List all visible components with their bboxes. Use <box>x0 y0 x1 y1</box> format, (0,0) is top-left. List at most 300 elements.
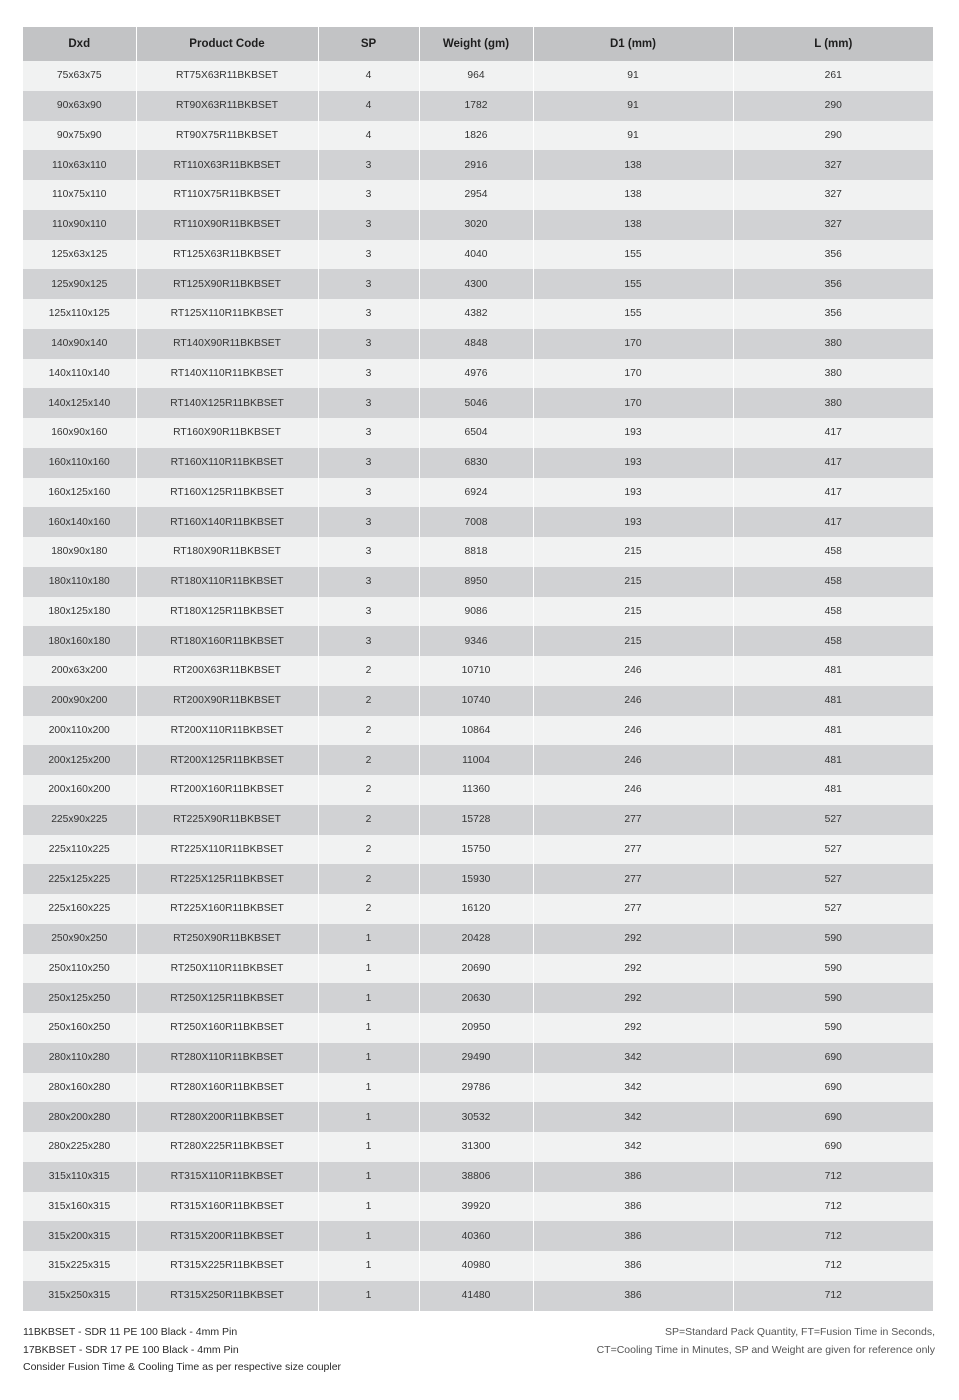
cell-sp: 1 <box>318 1073 419 1103</box>
table-row <box>23 150 933 180</box>
table-row <box>23 359 933 389</box>
table-row <box>23 1073 933 1103</box>
cell-dxd: 75x63x75 <box>23 61 136 91</box>
cell-product-code: RT225X160R11BKBSET <box>136 894 318 924</box>
cell-dxd: 250x90x250 <box>23 924 136 954</box>
cell-product-code: RT180X160R11BKBSET <box>136 626 318 656</box>
cell-sp: 1 <box>318 1043 419 1073</box>
table-row <box>23 478 933 508</box>
cell-weight: 30532 <box>419 1102 533 1132</box>
cell-dxd: 125x110x125 <box>23 299 136 329</box>
cell-weight: 10864 <box>419 716 533 746</box>
cell-d1: 193 <box>533 507 733 537</box>
cell-weight: 9346 <box>419 626 533 656</box>
cell-dxd: 125x90x125 <box>23 269 136 299</box>
table-row <box>23 121 933 151</box>
cell-l: 458 <box>733 626 933 656</box>
cell-product-code: RT125X90R11BKBSET <box>136 269 318 299</box>
table-row <box>23 656 933 686</box>
col-header-dxd: Dxd <box>23 27 136 61</box>
cell-l: 290 <box>733 121 933 151</box>
table-row <box>23 1221 933 1251</box>
cell-weight: 7008 <box>419 507 533 537</box>
cell-dxd: 315x225x315 <box>23 1251 136 1281</box>
cell-weight: 4848 <box>419 329 533 359</box>
cell-d1: 342 <box>533 1073 733 1103</box>
cell-product-code: RT315X110R11BKBSET <box>136 1162 318 1192</box>
cell-sp: 2 <box>318 716 419 746</box>
cell-d1: 91 <box>533 91 733 121</box>
cell-weight: 6924 <box>419 478 533 508</box>
table-row <box>23 1132 933 1162</box>
table-header-row <box>23 27 933 61</box>
table-row <box>23 1192 933 1222</box>
cell-d1: 155 <box>533 269 733 299</box>
cell-dxd: 200x90x200 <box>23 686 136 716</box>
cell-dxd: 160x90x160 <box>23 418 136 448</box>
cell-d1: 246 <box>533 686 733 716</box>
cell-dxd: 225x160x225 <box>23 894 136 924</box>
cell-sp: 1 <box>318 1192 419 1222</box>
cell-d1: 91 <box>533 121 733 151</box>
cell-d1: 215 <box>533 626 733 656</box>
cell-product-code: RT315X225R11BKBSET <box>136 1251 318 1281</box>
cell-d1: 386 <box>533 1281 733 1311</box>
cell-weight: 2916 <box>419 150 533 180</box>
cell-dxd: 110x75x110 <box>23 180 136 210</box>
table-row <box>23 567 933 597</box>
cell-dxd: 110x63x110 <box>23 150 136 180</box>
table-row <box>23 716 933 746</box>
cell-weight: 4382 <box>419 299 533 329</box>
cell-sp: 4 <box>318 91 419 121</box>
cell-l: 356 <box>733 240 933 270</box>
table-row <box>23 805 933 835</box>
cell-sp: 4 <box>318 61 419 91</box>
table-row <box>23 507 933 537</box>
table-row <box>23 537 933 567</box>
cell-weight: 20630 <box>419 983 533 1013</box>
cell-product-code: RT160X90R11BKBSET <box>136 418 318 448</box>
cell-product-code: RT280X160R11BKBSET <box>136 1073 318 1103</box>
footer-note-17bkbset: 17BKBSET - SDR 17 PE 100 Black - 4mm Pin <box>23 1343 239 1356</box>
cell-d1: 193 <box>533 478 733 508</box>
col-header-sp: SP <box>318 27 419 61</box>
cell-l: 481 <box>733 716 933 746</box>
cell-d1: 292 <box>533 1013 733 1043</box>
cell-sp: 2 <box>318 835 419 865</box>
table-row <box>23 597 933 627</box>
table-row <box>23 388 933 418</box>
cell-l: 356 <box>733 299 933 329</box>
cell-sp: 3 <box>318 597 419 627</box>
table-row <box>23 1281 933 1311</box>
cell-sp: 1 <box>318 1102 419 1132</box>
cell-product-code: RT225X125R11BKBSET <box>136 864 318 894</box>
table-row <box>23 686 933 716</box>
cell-weight: 9086 <box>419 597 533 627</box>
cell-weight: 29786 <box>419 1073 533 1103</box>
cell-product-code: RT140X125R11BKBSET <box>136 388 318 418</box>
cell-product-code: RT225X110R11BKBSET <box>136 835 318 865</box>
cell-product-code: RT200X125R11BKBSET <box>136 745 318 775</box>
cell-d1: 215 <box>533 567 733 597</box>
cell-dxd: 280x110x280 <box>23 1043 136 1073</box>
cell-product-code: RT110X75R11BKBSET <box>136 180 318 210</box>
cell-d1: 193 <box>533 418 733 448</box>
cell-dxd: 225x110x225 <box>23 835 136 865</box>
cell-product-code: RT160X110R11BKBSET <box>136 448 318 478</box>
cell-dxd: 180x110x180 <box>23 567 136 597</box>
cell-d1: 138 <box>533 180 733 210</box>
cell-product-code: RT250X110R11BKBSET <box>136 954 318 984</box>
cell-product-code: RT200X110R11BKBSET <box>136 716 318 746</box>
cell-weight: 10740 <box>419 686 533 716</box>
cell-dxd: 250x125x250 <box>23 983 136 1013</box>
cell-dxd: 180x90x180 <box>23 537 136 567</box>
cell-sp: 3 <box>318 478 419 508</box>
table-row <box>23 91 933 121</box>
cell-d1: 292 <box>533 954 733 984</box>
cell-d1: 215 <box>533 597 733 627</box>
cell-product-code: RT280X110R11BKBSET <box>136 1043 318 1073</box>
cell-product-code: RT315X200R11BKBSET <box>136 1221 318 1251</box>
cell-d1: 277 <box>533 894 733 924</box>
cell-sp: 3 <box>318 359 419 389</box>
table-row <box>23 240 933 270</box>
footer-note-11bkbset: 11BKBSET - SDR 11 PE 100 Black - 4mm Pin <box>23 1326 238 1338</box>
cell-weight: 4976 <box>419 359 533 389</box>
table-row <box>23 180 933 210</box>
cell-sp: 3 <box>318 537 419 567</box>
cell-d1: 138 <box>533 150 733 180</box>
cell-dxd: 110x90x110 <box>23 210 136 240</box>
cell-l: 690 <box>733 1132 933 1162</box>
cell-dxd: 140x90x140 <box>23 329 136 359</box>
cell-l: 712 <box>733 1251 933 1281</box>
cell-product-code: RT180X90R11BKBSET <box>136 537 318 567</box>
cell-product-code: RT280X200R11BKBSET <box>136 1102 318 1132</box>
cell-d1: 193 <box>533 448 733 478</box>
cell-weight: 29490 <box>419 1043 533 1073</box>
cell-d1: 277 <box>533 864 733 894</box>
cell-weight: 15930 <box>419 864 533 894</box>
table-row <box>23 954 933 984</box>
table-row <box>23 924 933 954</box>
cell-l: 380 <box>733 329 933 359</box>
cell-dxd: 180x160x180 <box>23 626 136 656</box>
cell-d1: 246 <box>533 716 733 746</box>
cell-sp: 3 <box>318 507 419 537</box>
cell-sp: 3 <box>318 567 419 597</box>
cell-weight: 38806 <box>419 1162 533 1192</box>
cell-dxd: 200x125x200 <box>23 745 136 775</box>
cell-sp: 3 <box>318 626 419 656</box>
cell-sp: 1 <box>318 1221 419 1251</box>
cell-d1: 292 <box>533 983 733 1013</box>
table-row <box>23 210 933 240</box>
cell-dxd: 90x75x90 <box>23 121 136 151</box>
cell-weight: 4040 <box>419 240 533 270</box>
cell-product-code: RT140X90R11BKBSET <box>136 329 318 359</box>
cell-product-code: RT315X250R11BKBSET <box>136 1281 318 1311</box>
cell-l: 481 <box>733 745 933 775</box>
cell-d1: 386 <box>533 1192 733 1222</box>
cell-d1: 215 <box>533 537 733 567</box>
cell-sp: 3 <box>318 388 419 418</box>
cell-sp: 3 <box>318 269 419 299</box>
product-table <box>23 27 933 1311</box>
cell-product-code: RT90X75R11BKBSET <box>136 121 318 151</box>
cell-l: 458 <box>733 567 933 597</box>
table-row <box>23 61 933 91</box>
cell-product-code: RT225X90R11BKBSET <box>136 805 318 835</box>
table-row <box>23 1102 933 1132</box>
cell-d1: 91 <box>533 61 733 91</box>
footer-note-fusion: Consider Fusion Time & Cooling Time as per respective size coupler <box>23 1361 342 1373</box>
cell-d1: 155 <box>533 240 733 270</box>
cell-l: 417 <box>733 478 933 508</box>
cell-product-code: RT250X90R11BKBSET <box>136 924 318 954</box>
col-header-d1: D1 (mm) <box>533 27 733 61</box>
cell-sp: 3 <box>318 418 419 448</box>
cell-l: 712 <box>733 1281 933 1311</box>
cell-d1: 342 <box>533 1132 733 1162</box>
cell-weight: 1826 <box>419 121 533 151</box>
cell-weight: 964 <box>419 61 533 91</box>
table-row <box>23 983 933 1013</box>
cell-weight: 3020 <box>419 210 533 240</box>
cell-product-code: RT315X160R11BKBSET <box>136 1192 318 1222</box>
cell-weight: 8950 <box>419 567 533 597</box>
table-row <box>23 418 933 448</box>
cell-dxd: 280x225x280 <box>23 1132 136 1162</box>
footer-notes-left <box>23 1324 341 1377</box>
footer-legend-line-2: CT=Cooling Time in Minutes, SP and Weight are given for reference only <box>596 1343 935 1356</box>
cell-sp: 2 <box>318 686 419 716</box>
cell-product-code: RT160X140R11BKBSET <box>136 507 318 537</box>
cell-l: 712 <box>733 1192 933 1222</box>
cell-product-code: RT280X225R11BKBSET <box>136 1132 318 1162</box>
cell-product-code: RT200X90R11BKBSET <box>136 686 318 716</box>
cell-sp: 1 <box>318 1251 419 1281</box>
cell-weight: 4300 <box>419 269 533 299</box>
table-row <box>23 1251 933 1281</box>
cell-l: 481 <box>733 686 933 716</box>
cell-dxd: 200x63x200 <box>23 656 136 686</box>
cell-product-code: RT250X125R11BKBSET <box>136 983 318 1013</box>
cell-dxd: 90x63x90 <box>23 91 136 121</box>
cell-weight: 40360 <box>419 1221 533 1251</box>
cell-sp: 1 <box>318 924 419 954</box>
cell-weight: 39920 <box>419 1192 533 1222</box>
cell-sp: 2 <box>318 864 419 894</box>
cell-dxd: 160x125x160 <box>23 478 136 508</box>
cell-product-code: RT110X90R11BKBSET <box>136 210 318 240</box>
cell-sp: 3 <box>318 448 419 478</box>
cell-l: 527 <box>733 805 933 835</box>
cell-l: 327 <box>733 180 933 210</box>
cell-sp: 1 <box>318 954 419 984</box>
cell-d1: 386 <box>533 1162 733 1192</box>
cell-product-code: RT90X63R11BKBSET <box>136 91 318 121</box>
cell-sp: 3 <box>318 299 419 329</box>
table-row <box>23 299 933 329</box>
cell-sp: 4 <box>318 121 419 151</box>
cell-dxd: 250x160x250 <box>23 1013 136 1043</box>
table-body <box>23 61 933 1311</box>
table-row <box>23 329 933 359</box>
footer-legend-line-1: SP=Standard Pack Quantity, FT=Fusion Time in Seconds, <box>664 1326 935 1338</box>
cell-dxd: 225x125x225 <box>23 864 136 894</box>
cell-l: 690 <box>733 1102 933 1132</box>
cell-l: 380 <box>733 388 933 418</box>
table-row <box>23 269 933 299</box>
cell-d1: 170 <box>533 388 733 418</box>
table-row <box>23 864 933 894</box>
cell-product-code: RT125X110R11BKBSET <box>136 299 318 329</box>
cell-dxd: 250x110x250 <box>23 954 136 984</box>
cell-weight: 11004 <box>419 745 533 775</box>
cell-weight: 15728 <box>419 805 533 835</box>
cell-product-code: RT250X160R11BKBSET <box>136 1013 318 1043</box>
footer-notes-right <box>597 1324 935 1359</box>
cell-sp: 3 <box>318 150 419 180</box>
cell-dxd: 315x200x315 <box>23 1221 136 1251</box>
table-row <box>23 1043 933 1073</box>
cell-weight: 20950 <box>419 1013 533 1043</box>
cell-dxd: 160x110x160 <box>23 448 136 478</box>
cell-weight: 2954 <box>419 180 533 210</box>
cell-d1: 342 <box>533 1043 733 1073</box>
cell-sp: 2 <box>318 775 419 805</box>
cell-l: 327 <box>733 210 933 240</box>
cell-dxd: 140x125x140 <box>23 388 136 418</box>
cell-l: 417 <box>733 448 933 478</box>
cell-weight: 40980 <box>419 1251 533 1281</box>
cell-weight: 15750 <box>419 835 533 865</box>
cell-l: 380 <box>733 359 933 389</box>
cell-l: 590 <box>733 983 933 1013</box>
cell-dxd: 315x160x315 <box>23 1192 136 1222</box>
cell-product-code: RT200X160R11BKBSET <box>136 775 318 805</box>
cell-sp: 3 <box>318 180 419 210</box>
table-row <box>23 448 933 478</box>
cell-dxd: 315x110x315 <box>23 1162 136 1192</box>
cell-d1: 170 <box>533 329 733 359</box>
cell-weight: 31300 <box>419 1132 533 1162</box>
col-header-product-code: Product Code <box>136 27 318 61</box>
table-row <box>23 835 933 865</box>
cell-l: 712 <box>733 1221 933 1251</box>
cell-dxd: 200x160x200 <box>23 775 136 805</box>
cell-dxd: 315x250x315 <box>23 1281 136 1311</box>
cell-l: 527 <box>733 835 933 865</box>
cell-sp: 1 <box>318 1162 419 1192</box>
cell-d1: 170 <box>533 359 733 389</box>
cell-product-code: RT180X110R11BKBSET <box>136 567 318 597</box>
cell-product-code: RT110X63R11BKBSET <box>136 150 318 180</box>
cell-d1: 386 <box>533 1221 733 1251</box>
table-row <box>23 745 933 775</box>
cell-sp: 2 <box>318 805 419 835</box>
cell-weight: 20428 <box>419 924 533 954</box>
cell-weight: 41480 <box>419 1281 533 1311</box>
cell-dxd: 125x63x125 <box>23 240 136 270</box>
cell-l: 590 <box>733 924 933 954</box>
cell-product-code: RT125X63R11BKBSET <box>136 240 318 270</box>
cell-l: 712 <box>733 1162 933 1192</box>
cell-d1: 246 <box>533 656 733 686</box>
cell-product-code: RT160X125R11BKBSET <box>136 478 318 508</box>
table-row <box>23 894 933 924</box>
cell-dxd: 180x125x180 <box>23 597 136 627</box>
cell-weight: 5046 <box>419 388 533 418</box>
cell-weight: 6830 <box>419 448 533 478</box>
table-row <box>23 626 933 656</box>
cell-l: 690 <box>733 1073 933 1103</box>
cell-weight: 8818 <box>419 537 533 567</box>
cell-dxd: 160x140x160 <box>23 507 136 537</box>
cell-d1: 292 <box>533 924 733 954</box>
cell-l: 458 <box>733 597 933 627</box>
col-header-weight: Weight (gm) <box>419 27 533 61</box>
cell-d1: 277 <box>533 835 733 865</box>
cell-sp: 2 <box>318 656 419 686</box>
cell-sp: 1 <box>318 1013 419 1043</box>
cell-dxd: 280x200x280 <box>23 1102 136 1132</box>
cell-l: 590 <box>733 954 933 984</box>
cell-l: 481 <box>733 775 933 805</box>
cell-sp: 1 <box>318 983 419 1013</box>
cell-l: 417 <box>733 418 933 448</box>
cell-sp: 3 <box>318 210 419 240</box>
cell-product-code: RT180X125R11BKBSET <box>136 597 318 627</box>
cell-sp: 2 <box>318 894 419 924</box>
cell-l: 327 <box>733 150 933 180</box>
cell-l: 417 <box>733 507 933 537</box>
table-row <box>23 1013 933 1043</box>
cell-l: 527 <box>733 894 933 924</box>
cell-l: 481 <box>733 656 933 686</box>
table-row <box>23 775 933 805</box>
cell-dxd: 140x110x140 <box>23 359 136 389</box>
cell-sp: 3 <box>318 240 419 270</box>
cell-d1: 138 <box>533 210 733 240</box>
cell-sp: 2 <box>318 745 419 775</box>
cell-l: 690 <box>733 1043 933 1073</box>
cell-d1: 277 <box>533 805 733 835</box>
cell-weight: 1782 <box>419 91 533 121</box>
cell-product-code: RT75X63R11BKBSET <box>136 61 318 91</box>
cell-d1: 246 <box>533 745 733 775</box>
cell-sp: 1 <box>318 1281 419 1311</box>
cell-d1: 155 <box>533 299 733 329</box>
cell-d1: 386 <box>533 1251 733 1281</box>
cell-l: 527 <box>733 864 933 894</box>
cell-d1: 246 <box>533 775 733 805</box>
col-header-l: L (mm) <box>733 27 933 61</box>
cell-weight: 16120 <box>419 894 533 924</box>
cell-weight: 6504 <box>419 418 533 448</box>
cell-weight: 20690 <box>419 954 533 984</box>
cell-sp: 1 <box>318 1132 419 1162</box>
product-table-container <box>23 27 933 1311</box>
cell-d1: 342 <box>533 1102 733 1132</box>
cell-product-code: RT140X110R11BKBSET <box>136 359 318 389</box>
cell-dxd: 200x110x200 <box>23 716 136 746</box>
cell-l: 261 <box>733 61 933 91</box>
